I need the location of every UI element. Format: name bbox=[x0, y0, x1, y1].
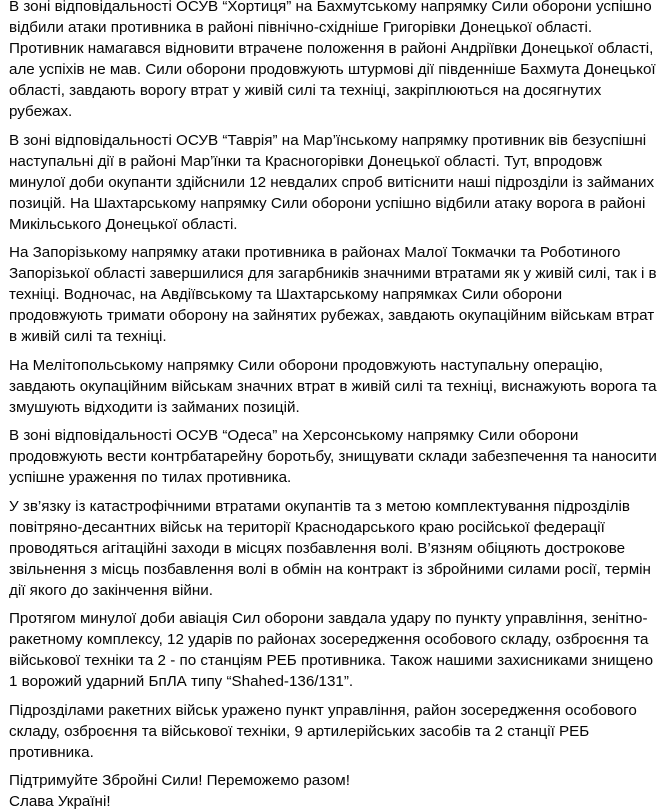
paragraph-khortytsia: В зоні відповідальності ОСУВ “Хортиця” на Бахмутському напрямку Сили оборони успішно відбили атаки противника в районі північно-східніше Григорівки Донецької області. Противник намагався відновити втрачене положення в районі Андріївки Донецької області, але успіхів не мав. Сили оборони продовжують штурмові дії південніше Бахмута Донецької області, завдають ворогу втрат у живій силі та техніці, закріплюються на досягнутих рубежах. bbox=[9, 0, 656, 120]
paragraph-zaporizhzhia: На Запорізькому напрямку атаки противника в районах Малої Токмачки та Роботиного Запорізької області завершилися для загарбників значними втратами як у живій силі, так і в техніці. Водночас, на Авдіївському та Шахтарському напрямках Сили оборони продовжують тримати оборону на зайнятих рубежах, завдають окупаційним військам втрат в живій силі та техніці. bbox=[9, 244, 657, 345]
closing-line-support: Підтримуйте Збройні Сили! Переможемо разом! bbox=[9, 772, 350, 789]
closing-lines bbox=[9, 770, 659, 812]
paragraph-krasnodar: У зв’язку із катастрофічними втратами окупантів та з метою комплектування підрозділів повітряно-десантних військ на території Краснодарського краю російської федерації проводяться агітаційні заходи в місцях позбавлення волі. В’язням обіцяють дострокове звільнення з місць позбавлення волі в обмін на контракт із збройними силами росії, термін дії якого до закінчення війни. bbox=[9, 497, 651, 599]
paragraph-missile-troops: Підрозділами ракетних військ уражено пункт управління, район зосередження особового складу, озброєння та військової техніки, 9 артилерійських засобів та 2 станції РЕБ противника. bbox=[9, 701, 637, 761]
paragraph-melitopol: На Мелітопольському напрямку Сили оборони продовжують наступальну операцію, завдають окупаційним військам значних втрат в живій силі та техніці, виснажують ворога та змушують відходити із займаних позицій. bbox=[9, 356, 657, 416]
paragraph-aviation: Протягом минулої доби авіація Сил оборони завдала удару по пункту управління, зенітно-ракетному комплексу, 12 ударів по районах зосередження особового складу, озброєння та військової техніки та 2 - по станціям РЕБ противника. Також нашими захисниками знищено 1 ворожий ударний БпЛА типу “Shahed-136/131”. bbox=[9, 610, 654, 690]
paragraph-tavriia: В зоні відповідальності ОСУВ “Таврія” на Мар’їнському напрямку противник вів безуспішні наступальні дії в районі Мар’їнки та Красногорівки Донецької області. Тут, впродовж минулої доби окупанти здійснили 12 невдалих спроб витіснити наші підрозділи із займаних позицій. На Шахтарському напрямку Сили оборони успішно відбили атаку ворога в районі Микільського Донецької області. bbox=[9, 131, 655, 233]
closing-line-glory: Слава Україні! bbox=[9, 793, 111, 810]
paragraph-odesa: В зоні відповідальності ОСУВ “Одеса” на Херсонському напрямку Сили оборони продовжують вести контрбатарейну боротьбу, знищувати склади забезпечення та наносити успішне ураження по тилах противника. bbox=[9, 427, 657, 486]
